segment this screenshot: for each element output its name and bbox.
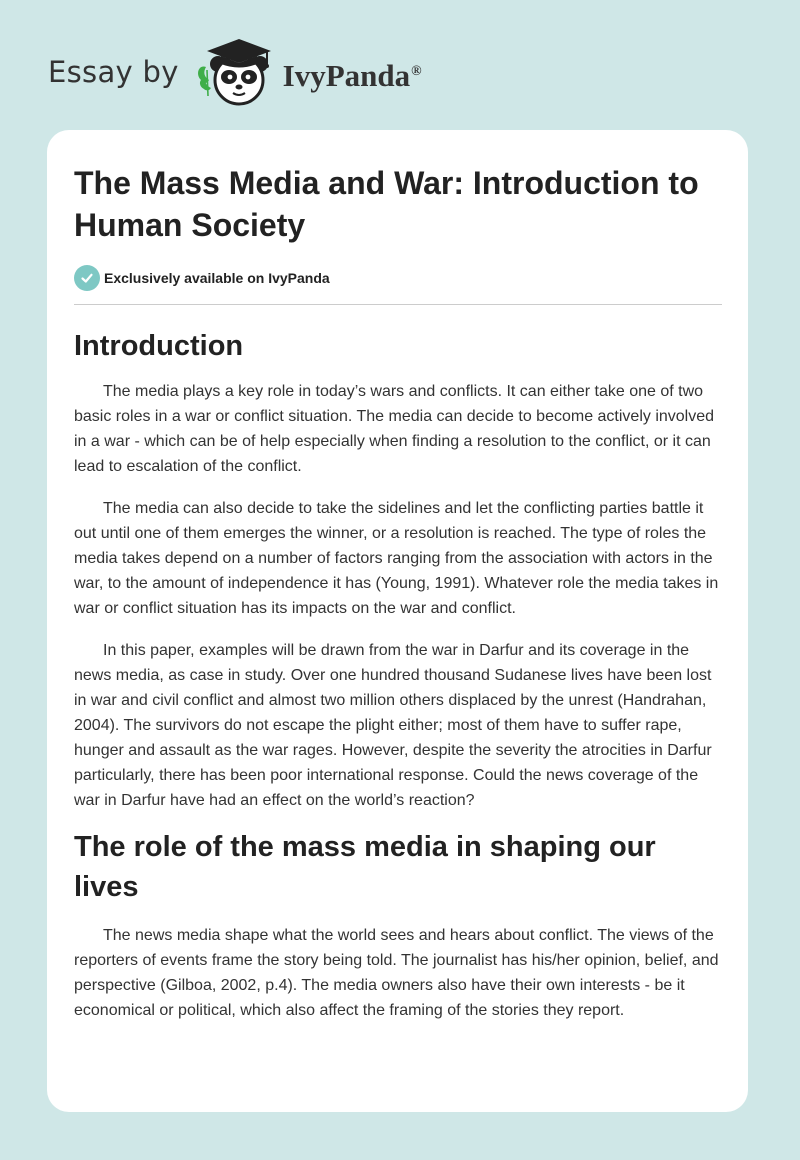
section-heading-role-of-mass-media: The role of the mass media in shaping our lives <box>74 831 656 903</box>
section-heading-introduction: Introduction <box>74 330 244 362</box>
paragraph: In this paper, examples will be drawn from the war in Darfur and its coverage in the news media, as case in study. Over one hundred thousand Sudanese lives have been lost in war and civil conflict and almost two million others displaced by the unrest (Handrahan, 2004). The survivors do not escape the plight either; most of them have to suffer rape, hunger and assault as the war rages. However, despite the severity the atrocities in Darfur particularly, there has been poor international response. Could the news coverage of the war in Darfur have had an effect on the world’s reaction? <box>74 642 712 809</box>
registered-mark: ® <box>411 63 422 79</box>
paragraph: The media plays a key role in today’s wars and conflicts. It can either take one of two basic roles in a war or conflict situation. The media can decide to become actively involved in a war - which can be of help especially when finding a resolution to the conflict, or it can lead to escalation of the conflict. <box>74 383 715 475</box>
brand-name-text: IvyPanda <box>282 58 411 93</box>
brand-prefix: Essay by <box>48 55 179 89</box>
panda-logo-icon <box>193 34 279 110</box>
page-title: The Mass Media and War: Introduction to Human Society <box>74 165 699 243</box>
exclusive-label: Exclusively available on IvyPanda <box>104 270 330 286</box>
paragraph: The media can also decide to take the sidelines and let the conflicting parties battle it out until one of them emerges the winner, or a resolution is reached. The type of roles the media takes depend on a number of factors ranging from the association with actors in the war, to the amount of independence it has (Young, 1991). Whatever role the media takes in war or conflict situation has its impacts on the war and conflict. <box>74 500 719 617</box>
brand-header[interactable] <box>48 34 422 110</box>
essay-card <box>47 130 748 1112</box>
check-icon <box>74 265 100 291</box>
divider <box>74 304 722 305</box>
exclusive-badge <box>74 264 722 292</box>
brand-name <box>283 58 422 94</box>
paragraph: The news media shape what the world sees and hears about conflict. The views of the reporters of events frame the story being told. The journalist has his/her opinion, belief, and perspective (Gilboa, 2002, p.4). The media owners also have their own interests - be it economical or political, which also affect the framing of the stories they report. <box>74 927 719 1019</box>
